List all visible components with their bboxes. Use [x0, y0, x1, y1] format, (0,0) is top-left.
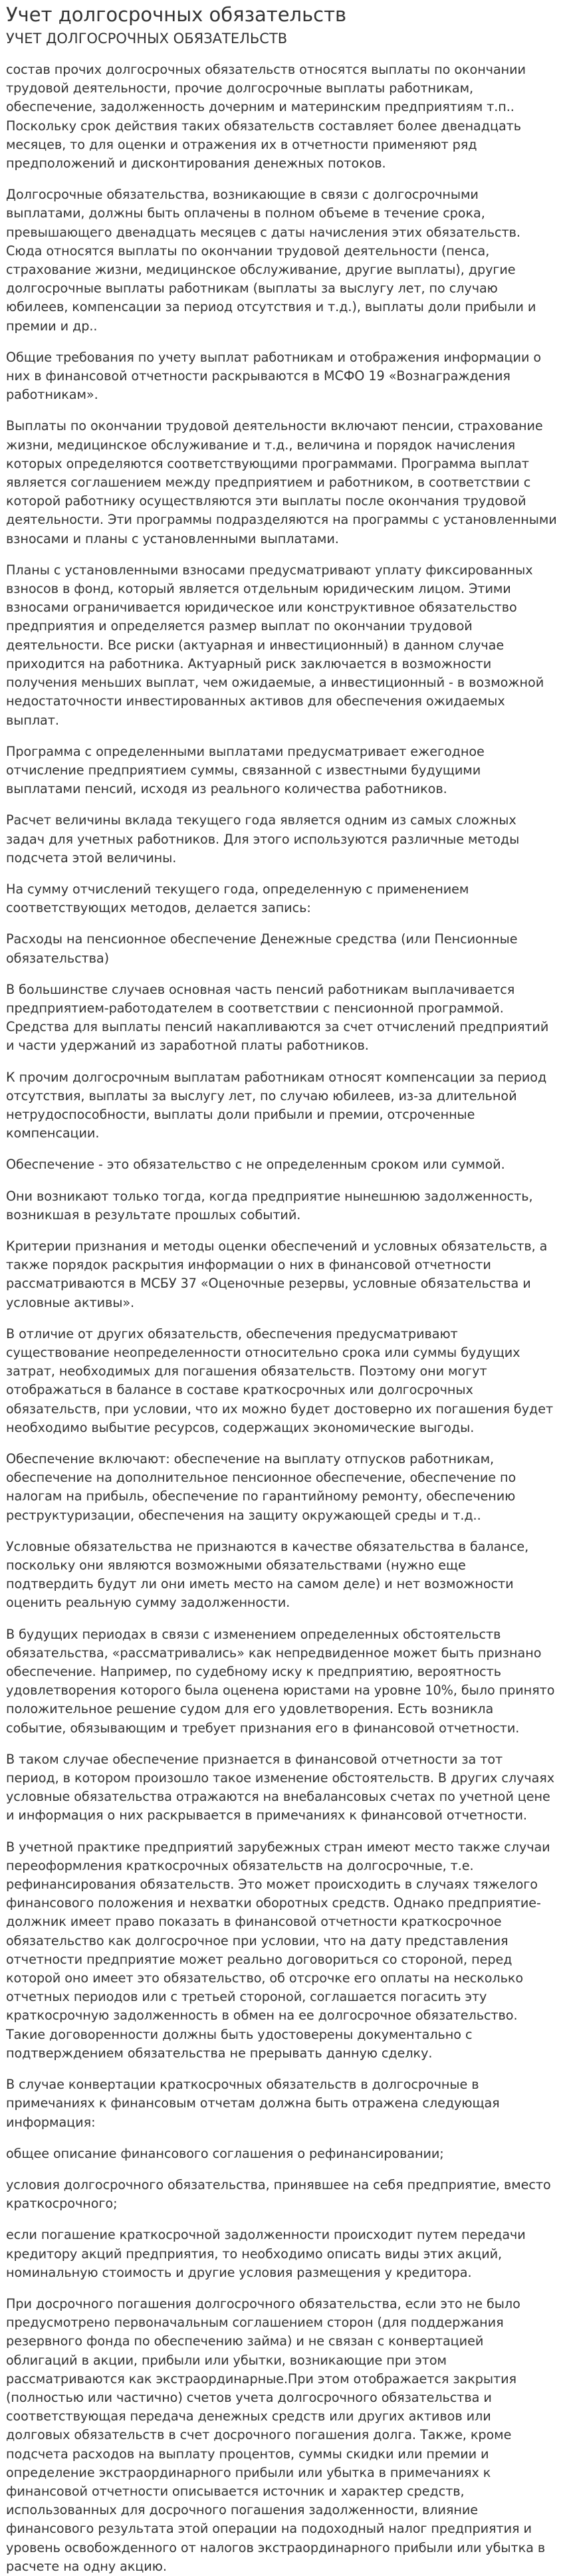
page-subtitle: УЧЕТ ДОЛГОСРОЧНЫХ ОБЯЗАТЕЛЬСТВ [6, 31, 288, 47]
paragraph: общее описание финансового соглашения о рефинансировании; [6, 2145, 444, 2161]
paragraph: В отличие от других обязательств, обеспечения предусматривают существование неопределенности относительно срока или суммы будущих затрат, необходимых для погашения обязательств. Поэтому они могут отображаться в балансе в составе краткосрочных или долгосрочных обязательств, при условии, что их можно будет достоверно их погашения будет необходимо выбытие ресурсов, содержащих экономические выгоды. [6, 1326, 554, 1435]
paragraph: В случае конвертации краткосрочных обязательств в долгосрочные в примечаниях к финансовым отчетам должна быть отражена следующая информация: [6, 2077, 500, 2130]
paragraph: Критерии признания и методы оценки обеспечений и условных обязательств, а также порядок раскрытия информации о них в финансовой отчетности рассматриваются в МСБУ 37 «Оценочные резервы, условные обязательства и условные активы». [6, 1238, 548, 1310]
paragraph: При досрочного погашения долгосрочного обязательства, если это не было предусмотрено первоначальным соглашением сторон (для поддержания резервного фонда по обеспечению займа) и не связан с конвертацией облигаций в акции, прибыли или убытки, возникающие при этом рассматриваются как экстраординарные.При этом отображается закрытия (полностью или частично) счетов учета долгосрочного обязательства и соответствующая передача денежных средств или других активов или долговых обязательств в счет досрочного погашения долга. Также, кроме подсчета расходов на выплату процентов, суммы скидки или премии и определение экстраординарного прибыли или убытка в примечаниях к финансовой отчетности описывается источник и характер средств, использованных для досрочного погашения задолженности, влияние финансового результата этой операции на подоходный налог предприятия и уровень освобожденного от налогов экстраординарного прибыли или убытка в расчете на одну акцию. [6, 2295, 546, 2574]
paragraph: Общие требования по учету выплат работникам и отображения информации о них в финансовой отчетности раскрываются в МСФО 19 «Вознаграждения работникам». [6, 349, 542, 403]
paragraph: Они возникают только тогда, когда предприятие нынешнюю задолженность, возникшая в результате прошлых событий. [6, 1188, 533, 1223]
paragraph: условия долгосрочного обязательства, принявшее на себя предприятие, вместо краткосрочного; [6, 2176, 551, 2212]
paragraph: На сумму отчислений текущего года, определенную с применением соответствующих методов, делается запись: [6, 881, 469, 916]
paragraph: состав прочих долгосрочных обязательств относятся выплаты по окончании трудовой деятельности, прочие долгосрочные выплаты работникам, обеспечение, задолженность дочерним и материнским предприятиям т.п.. Поскольку срок действия таких обязательств составляет более двенадцать месяцев, то для оценки и отражения их в отчетности применяют ряд предположений и дисконтирования денежных потоков. [6, 62, 526, 172]
paragraph: Обеспечение включают: обеспечение на выплату отпусков работникам, обеспечение на дополнительное пенсионное обеспечение, обеспечение по налогам на прибыль, обеспечение по гарантийному ремонту, обеспечению реструктуризации, обеспечения на защиту окружающей среды и т.д.. [6, 1451, 516, 1523]
paragraph: Расходы на пенсионное обеспечение Денежные средства (или Пенсионные обязательства) [6, 931, 518, 966]
paragraph: К прочим долгосрочным выплатам работникам относят компенсации за период отсутствия, выплаты за выслугу лет, по случаю юбилеев, из-за длительной нетрудоспособности, выплаты доли прибыли и премии, отсроченные компенсации. [6, 1069, 547, 1141]
paragraph: Выплаты по окончании трудовой деятельности включают пенсии, страхование жизни, медицинское обслуживание и т.д., величина и порядок начисления которых определяются соответствующими программами. Программа выплат является соглашением между предприятием и работником, в соответствии с которой работнику осуществляются эти выплаты после окончания трудовой деятельности. Эти программы подразделяются на программы с установленными взносами и планы с установленными выплатами. [6, 418, 557, 546]
paragraph: Программа с определенными выплатами предусматривает ежегодное отчисление предприятием суммы, связанной с известными будущими выплатами пенсий, исходя из реального количества работников. [6, 743, 485, 797]
paragraph: В большинстве случаев основная часть пенсий работникам выплачивается предприятием-работодателем в соответствии с пенсионной программой. Средства для выплаты пенсий накапливаются за счет отчислений предприятий и части удержаний из заработной платы работников. [6, 981, 549, 1054]
paragraph: В учетной практике предприятий зарубежных стран имеют место также случаи переоформления краткосрочных обязательств на долгосрочные, т.е. рефинансирования обязательств. Это может происходить в случаях тяжелого финансового положения и нехватки оборотных средств. Однако предприятие-должник имеет право показать в финансовой отчетности краткосрочное обязательство как долгосрочное при условии, что на дату представления отчетности предприятие может реально договориться со стороной, перед которой оно имеет это обязательство, об отсрочке его оплаты на несколько отчетных периодов или с третьей стороной, соглашается погасить эту краткосрочную задолженность в обмен на ее долгосрочное обязательство. Такие договоренности должны быть удостоверены документально с подтверждением обязательства не прерывать данную сделку. [6, 1839, 550, 2061]
paragraph: Расчет величины вклада текущего года является одним из самых сложных задач для учетных работников. Для этого используются различные методы подсчета этой величины. [6, 812, 520, 866]
article-body [6, 60, 557, 2576]
paragraph: В будущих периодах в связи с изменением определенных обстоятельств обязательства, «рассматривались» как непредвиденное может быть признано обеспечение. Например, по судебному иску к предприятию, вероятность удовлетворения которого была оценена юристами на уровне 10%, было принято положительное решение судом для его удовлетворения. Есть возникла событие, обязывающим и требует признания его в финансовой отчетности. [6, 1626, 555, 1736]
paragraph: В таком случае обеспечение признается в финансовой отчетности за тот период, в котором произошло такое изменение обстоятельств. В других случаях условные обязательства отражаются на внебалансовых счетах по учетной цене и информация о них раскрывается в примечаниях к финансовой отчетности. [6, 1751, 555, 1823]
paragraph: Планы с установленными взносами предусматривают уплату фиксированных взносов в фонд, который является отдельным юридическим лицом. Этими взносами ограничивается юридическое или конструктивное обязательство предприятия и определяется размер выплат по окончании трудовой деятельности. Все риски (актуарная и инвестиционный) в данном случае приходится на работника. Актуарный риск заключается в возможности получения меньших выплат, чем ожидаемые, а инвестиционный - в возможной недостаточности инвестированных активов для обеспечения ожидаемых выплат. [6, 562, 544, 728]
paragraph: Долгосрочные обязательства, возникающие в связи с долгосрочными выплатами, должны быть оплачены в полном объеме в течение срока, превышающего двенадцать месяцев с даты начисления этих обязательств. Сюда относятся выплаты по окончании трудовой деятельности (пенса, страхование жизни, медицинское обслуживание, другие выплаты), другие долгосрочные выплаты работникам (выплаты за выслугу лет, по случаю юбилеев, компенсации за период отсутствия и т.д.), выплаты доли прибыли и премии и др.. [6, 187, 536, 334]
paragraph: Условные обязательства не признаются в качестве обязательства в балансе, поскольку они являются возможными обязательствами (нужно еще подтвердить будут ли они иметь место на самом деле) и нет возможности оценить реальную сумму задолженности. [6, 1538, 529, 1611]
paragraph: если погашение краткосрочной задолженности происходит путем передачи кредитору акций предприятия, то необходимо описать виды этих акций, номинальную стоимость и другие условия размещения у кредитора. [6, 2227, 526, 2280]
paragraph: Обеспечение - это обязательство с не определенным сроком или суммой. [6, 1157, 505, 1173]
page-title: Учет долгосрочных обязательств [6, 3, 347, 26]
